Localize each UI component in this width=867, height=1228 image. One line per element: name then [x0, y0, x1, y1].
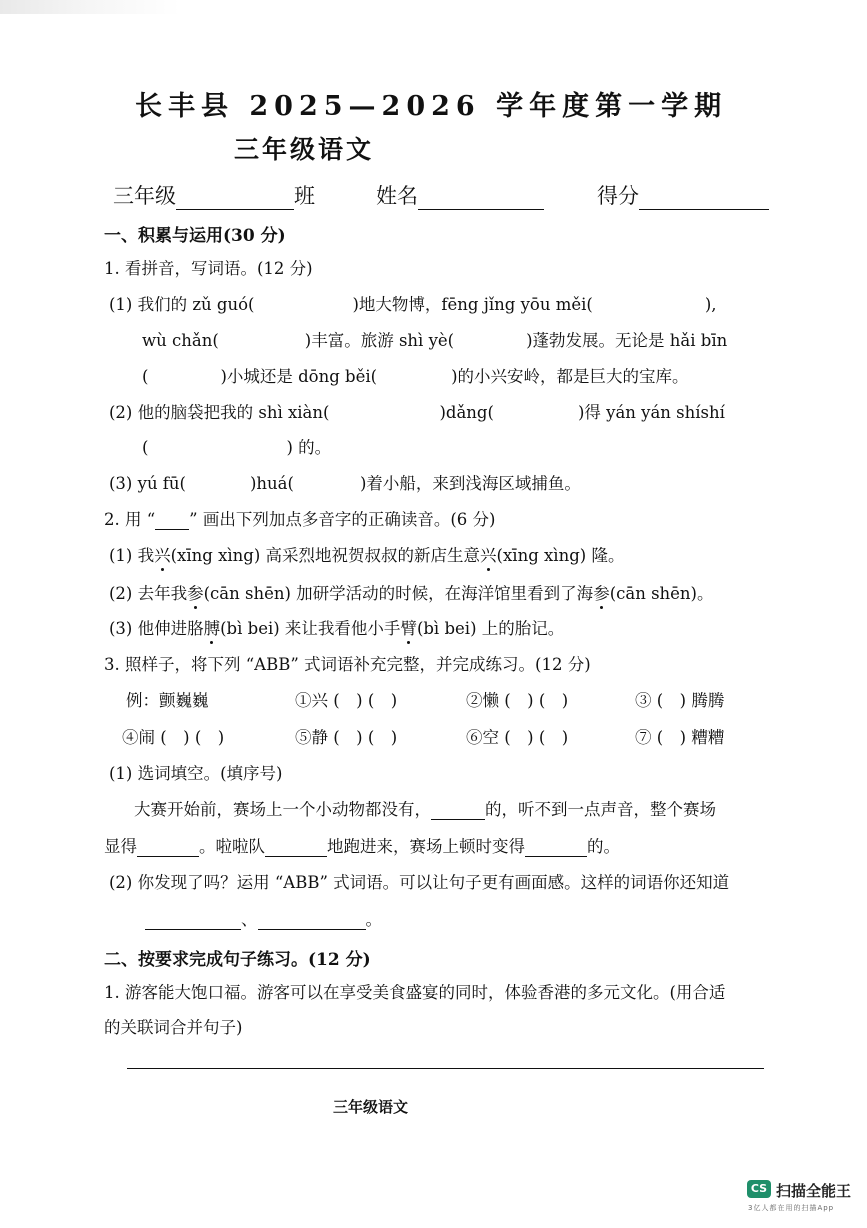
fill-blank[interactable]	[525, 838, 587, 857]
class-label: 三年级	[113, 184, 176, 208]
class-blank[interactable]	[176, 189, 294, 210]
dotted-char: 兴	[480, 546, 497, 565]
underline-sample	[155, 513, 189, 530]
s2-q1-line2: 的关联词合并句子)	[104, 1018, 243, 1037]
abb-item-2[interactable]: ②懒 ( ) ( )	[466, 691, 569, 710]
score-label: 得分	[597, 184, 639, 208]
pinyin-choice[interactable]: (bì bei) 上的胎记。	[416, 619, 565, 638]
fill-blank[interactable]	[265, 838, 327, 857]
score-blank[interactable]	[639, 189, 769, 210]
s2-q1-line1: 1. 游客能大饱口福。游客可以在享受美食盛宴的同时，体验香港的多元文化。(用合适	[104, 983, 726, 1002]
fill-blank[interactable]	[431, 801, 485, 820]
q2-line3: (3) 他伸进胳膊(bì bei) 来让我看他小手臂(bì bei) 上的胎记。	[109, 619, 565, 638]
pinyin-choice[interactable]: (bì bei) 来让我看他小手	[220, 619, 401, 638]
q3-para-line1: 大赛开始前，赛场上一个小动物都没有， 的，听不到一点声音，整个赛场	[134, 800, 716, 819]
abb-item-3[interactable]: ③ ( ) 腾腾	[635, 691, 725, 710]
section2-heading: 二、按要求完成句子练习。(12 分)	[104, 950, 371, 970]
q2-title: 2. 用 “ ” 画出下列加点多音字的正确读音。(6 分)	[104, 510, 496, 529]
pinyin-choice[interactable]: (cān shēn) 加研学活动的时候，在海洋馆里看到了海	[203, 584, 594, 603]
dotted-char: 参	[593, 584, 610, 603]
scan-edge-shadow	[0, 0, 180, 14]
pinyin-choice[interactable]: (xīng xìng) 隆。	[496, 546, 625, 565]
q3-title: 3. 照样子，将下列 “ABB” 式词语补充完整，并完成练习。(12 分)	[104, 655, 591, 674]
name-blank[interactable]	[418, 189, 544, 210]
name-label: 姓名	[376, 184, 418, 208]
exam-subtitle: 三年级语文	[234, 135, 375, 164]
dotted-char: 兴	[154, 546, 171, 565]
q3-sub2-blanks: 、 。	[145, 910, 382, 930]
q1-line5: ( ) 的。	[142, 438, 332, 457]
q1-line4: (2) 他的脑袋把我的 shì xiàn( )dǎng( )得 yán yán shíshí	[109, 403, 725, 422]
scanner-app-tagline: 3亿人都在用的扫描App	[748, 1204, 835, 1212]
q1-line2: wù chǎn( )丰富。旅游 shì yè( )蓬勃发展。无论是 hǎi bīn	[142, 331, 728, 350]
q3-sub1: (1) 选词填空。(填序号)	[109, 764, 283, 783]
pinyin-choice[interactable]: (xīng xìng) 高采烈地祝贺叔叔的新店生意	[170, 546, 481, 565]
q3-para-line2: 显得 。啦啦队 地跑进来，赛场上顿时变得 的。	[104, 837, 620, 856]
class-suffix: 班	[294, 184, 315, 208]
pinyin-choice[interactable]: (cān shēn)。	[609, 584, 714, 603]
footer-text: 三年级语文	[333, 1098, 409, 1116]
section1-heading: 一、积累与运用(30 分)	[104, 226, 286, 246]
answer-line[interactable]	[127, 1068, 764, 1069]
abb-item-6[interactable]: ⑥空 ( ) ( )	[466, 728, 569, 747]
q1-line3: ( )小城还是 dōng běi( )的小兴安岭，都是巨大的宝库。	[142, 367, 689, 386]
dotted-char: 参	[187, 584, 204, 603]
q1-title: 1. 看拼音，写词语。(12 分)	[104, 259, 313, 278]
fill-blank[interactable]	[137, 838, 199, 857]
q2-line2: (2) 去年我参(cān shēn) 加研学活动的时候，在海洋馆里看到了海参(cān shēn)。	[109, 584, 714, 603]
camscanner-logo-icon: CS	[747, 1180, 771, 1198]
score-field	[597, 180, 769, 210]
student-info-row	[113, 180, 315, 210]
scanner-app-name: 扫描全能王	[776, 1182, 852, 1200]
abb-item-7[interactable]: ⑦ ( ) 糟糟	[635, 728, 725, 747]
q3-sub2: (2) 你发现了吗？运用 “ABB” 式词语。可以让句子更有画面感。这样的词语你还知道	[109, 873, 730, 892]
q1-line1: (1) 我们的 zǔ guó( )地大物博，fēng jǐng yōu měi( ),	[109, 295, 717, 314]
q2-line1: (1) 我兴(xīng xìng) 高采烈地祝贺叔叔的新店生意兴(xīng xìng) 隆。	[109, 546, 625, 565]
name-field	[376, 180, 544, 210]
exam-title: 长丰县 2025—2026 学年度第一学期	[135, 91, 728, 122]
abb-item-5[interactable]: ⑤静 ( ) ( )	[295, 728, 398, 747]
fill-blank[interactable]	[145, 911, 241, 930]
abb-item-4[interactable]: ④闹 ( ) ( )	[122, 728, 225, 747]
q1-line6: (3) yú fū( )huá( )着小船，来到浅海区域捕鱼。	[109, 474, 581, 493]
dotted-char: 膊	[203, 619, 221, 638]
abb-item-1[interactable]: ①兴 ( ) ( )	[295, 691, 398, 710]
abb-example: 例：颤巍巍	[126, 691, 209, 710]
fill-blank[interactable]	[258, 911, 366, 930]
dotted-char: 臂	[400, 619, 417, 638]
